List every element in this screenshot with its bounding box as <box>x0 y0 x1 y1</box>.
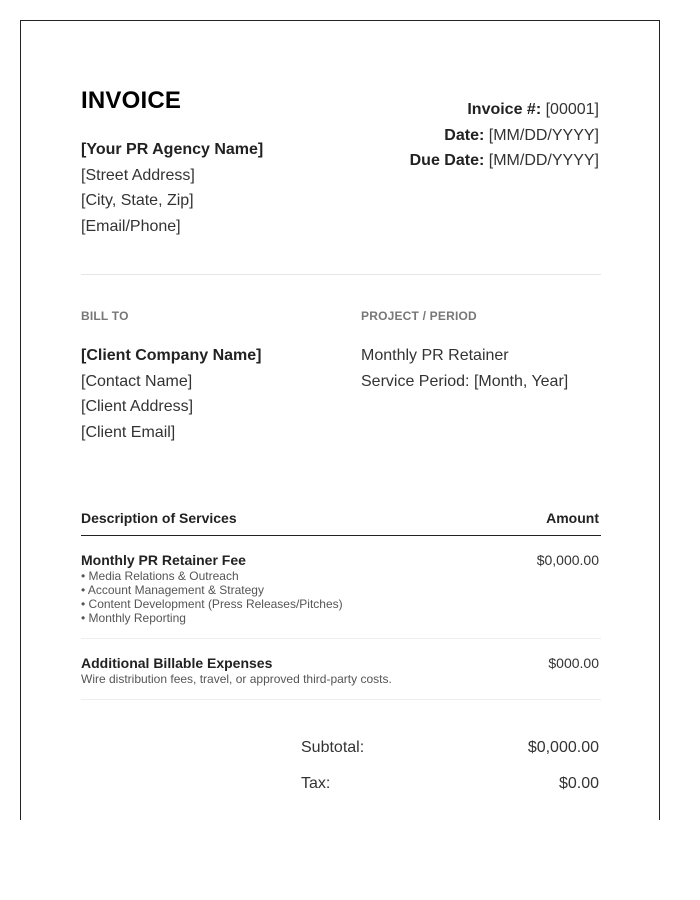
description-column-header: Description of Services <box>81 510 237 526</box>
client-email: [Client Email] <box>81 424 176 442</box>
line-item <box>81 655 501 686</box>
line-item-amount: $0,000.00 <box>536 552 599 568</box>
service-period: Service Period: [Month, Year] <box>361 372 569 390</box>
line-item-detail: Wire distribution fees, travel, or approved third-party costs. <box>81 672 392 686</box>
agency-street: [Street Address] <box>81 166 195 184</box>
line-item-title: Monthly PR Retainer Fee <box>81 552 246 568</box>
invoice-title: INVOICE <box>81 87 182 114</box>
invoice-due-date-row <box>410 148 599 174</box>
project-block <box>361 343 568 394</box>
invoice-number-value: [00001] <box>545 101 599 118</box>
invoice-date-row <box>410 123 599 149</box>
subtotal-label: Subtotal: <box>301 739 365 756</box>
invoice-page <box>20 20 660 820</box>
table-header-rule <box>81 535 601 536</box>
agency-name: [Your PR Agency Name] <box>81 141 264 158</box>
bill-to-label: BILL TO <box>81 309 129 323</box>
invoice-number-row <box>410 97 599 123</box>
agency-city-state-zip: [City, State, Zip] <box>81 192 194 210</box>
project-period-label: PROJECT / PERIOD <box>361 309 477 323</box>
line-item-details <box>81 672 501 686</box>
line-item-amount: $000.00 <box>548 655 599 671</box>
line-item-divider <box>81 638 601 639</box>
project-name: Monthly PR Retainer <box>361 347 509 364</box>
bill-to-block <box>81 343 261 446</box>
header-divider <box>81 274 601 275</box>
subtotal-value: $0,000.00 <box>527 739 599 756</box>
invoice-number-label: Invoice #: <box>467 101 542 118</box>
line-item-detail: • Content Development (Press Releases/Pitches) <box>81 597 343 611</box>
invoice-date-label: Date: <box>444 126 485 144</box>
client-company-name: [Client Company Name] <box>81 347 262 364</box>
tax-label: Tax: <box>301 775 331 792</box>
invoice-due-date-value: [MM/DD/YYYY] <box>488 152 599 170</box>
line-item-detail: • Monthly Reporting <box>81 611 186 625</box>
client-address: [Client Address] <box>81 398 194 416</box>
line-item-divider <box>81 699 601 700</box>
agency-email-phone: [Email/Phone] <box>81 218 181 236</box>
line-item-details <box>81 569 501 625</box>
invoice-meta-block <box>410 97 599 174</box>
amount-column-header: Amount <box>546 510 599 526</box>
line-item-detail: • Account Management & Strategy <box>81 583 264 597</box>
agency-address-block <box>81 137 263 240</box>
invoice-due-date-label: Due Date: <box>409 152 485 170</box>
line-item-title: Additional Billable Expenses <box>81 655 273 671</box>
client-contact-name: [Contact Name] <box>81 372 193 390</box>
line-item-detail: • Media Relations & Outreach <box>81 569 239 583</box>
tax-value: $0.00 <box>558 775 599 792</box>
invoice-date-value: [MM/DD/YYYY] <box>488 126 599 144</box>
line-item <box>81 552 501 625</box>
